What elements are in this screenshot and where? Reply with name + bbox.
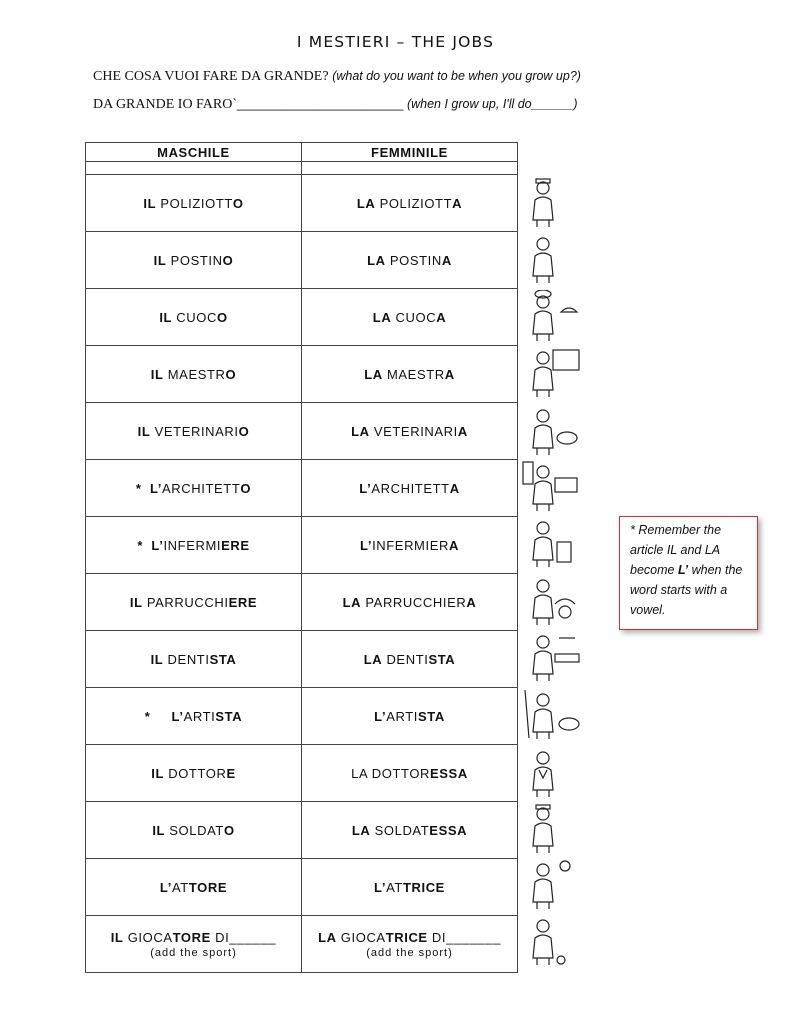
answer-line xyxy=(93,96,578,113)
dentist-icon xyxy=(521,630,583,682)
word-ending: ERE xyxy=(221,537,250,553)
word-stem: GIOCA xyxy=(123,929,173,945)
word-stem: ARCHITETT xyxy=(371,480,450,496)
word-stem: VETERINARI xyxy=(369,423,458,439)
word-ending: A xyxy=(452,195,463,211)
maschile-cell xyxy=(86,232,302,289)
article: LA xyxy=(356,195,376,211)
word-stem: DOTTOR xyxy=(164,765,227,781)
soldier-icon xyxy=(521,802,583,854)
word-ending: A xyxy=(466,594,477,610)
architect-icon xyxy=(521,460,583,512)
chef-icon xyxy=(521,290,583,342)
reminder-note xyxy=(619,516,758,630)
maschile-cell xyxy=(86,460,302,517)
article: IL xyxy=(150,366,164,382)
word-ending: O xyxy=(223,822,235,838)
postman-icon xyxy=(521,232,583,284)
teacher-icon xyxy=(521,346,583,398)
table-row xyxy=(86,346,518,403)
word-stem: SOLDAT xyxy=(370,822,430,838)
maschile-cell xyxy=(86,175,302,232)
actor-icon xyxy=(521,858,583,910)
spacer-row xyxy=(86,162,518,175)
maschile-cell xyxy=(86,403,302,460)
word-stem: AT xyxy=(386,879,403,895)
word-stem: INFERMI xyxy=(163,537,222,553)
word-ending: A xyxy=(457,423,468,439)
article: IL xyxy=(110,929,124,945)
word-ending: ERE xyxy=(228,594,258,610)
word-ending: A xyxy=(448,537,459,553)
question-english: (what do you want to be when you grow up?) xyxy=(332,69,581,83)
article: IL xyxy=(153,252,167,268)
maschile-cell xyxy=(86,859,302,916)
table-row xyxy=(86,745,518,802)
article: LA xyxy=(351,423,370,439)
maschile-cell xyxy=(86,916,302,973)
table-row xyxy=(86,517,518,574)
word-ending: TORE xyxy=(188,879,228,895)
word-ending: O xyxy=(232,195,244,211)
word-stem: POSTIN xyxy=(385,252,442,268)
note-bold: L’ xyxy=(677,563,689,577)
word-stem: MAESTR xyxy=(163,366,226,382)
femminile-cell xyxy=(302,916,518,973)
article: LA xyxy=(364,366,383,382)
article: IL xyxy=(152,822,166,838)
femminile-cell xyxy=(302,631,518,688)
fill-blank: DI______ xyxy=(210,929,277,945)
table-row xyxy=(86,688,518,745)
word-ending: A xyxy=(449,480,460,496)
femminile-cell xyxy=(302,859,518,916)
article: IL xyxy=(137,423,151,439)
answer-blank: _______________________ xyxy=(237,96,404,111)
star-mark: * xyxy=(137,537,152,553)
word-stem: ARTI xyxy=(386,708,418,724)
femminile-cell xyxy=(302,289,518,346)
femminile-cell xyxy=(302,688,518,745)
word-ending: STA xyxy=(209,651,237,667)
article: L’ xyxy=(171,708,184,724)
doctor-icon xyxy=(521,746,583,798)
article: L’ xyxy=(374,708,387,724)
word-stem: ARCHITETT xyxy=(162,480,241,496)
word-stem: AT xyxy=(171,879,189,895)
word-stem: VETERINARI xyxy=(150,423,239,439)
article: L’ xyxy=(149,480,163,496)
artist-icon xyxy=(521,688,583,740)
word-ending: O xyxy=(216,309,228,325)
femminile-cell xyxy=(302,232,518,289)
table-row xyxy=(86,916,518,973)
fill-blank: DI_______ xyxy=(427,929,501,945)
word-stem: GIOCA xyxy=(336,929,386,945)
maschile-cell xyxy=(86,289,302,346)
table-row xyxy=(86,460,518,517)
article: L’ xyxy=(151,537,164,553)
table-row xyxy=(86,175,518,232)
femminile-cell xyxy=(302,460,518,517)
femminile-cell xyxy=(302,403,518,460)
word-stem: ARTI xyxy=(183,708,216,724)
word-ending: TORE xyxy=(172,929,211,945)
femminile-cell xyxy=(302,175,518,232)
word-stem: MAESTR xyxy=(382,366,445,382)
word-ending: TRICE xyxy=(402,879,445,895)
word-stem: POLIZIOTT xyxy=(156,195,233,211)
word-stem: PARRUCCHI xyxy=(142,594,229,610)
table-row xyxy=(86,403,518,460)
word-ending: E xyxy=(226,765,236,781)
article: IL xyxy=(159,309,173,325)
note-text-1: Remember the article IL and LA become xyxy=(630,523,722,577)
jobs-table xyxy=(85,142,518,973)
word-stem: POLIZIOTT xyxy=(375,195,453,211)
femminile-cell xyxy=(302,346,518,403)
article: L’ xyxy=(159,879,172,895)
word-ending: A xyxy=(444,366,455,382)
note-star: * xyxy=(630,523,635,537)
word-stem: CUOC xyxy=(172,309,217,325)
word-ending: ESSA xyxy=(430,765,468,781)
femminile-cell xyxy=(302,574,518,631)
article: LA xyxy=(367,252,386,268)
answer-english: (when I grow up, I'll do______) xyxy=(406,97,578,111)
question-italian: CHE COSA VUOI FARE DA GRANDE? xyxy=(93,69,329,84)
article: LA xyxy=(318,929,337,945)
word-stem: PARRUCCHIER xyxy=(361,594,467,610)
femminile-cell xyxy=(302,517,518,574)
word-ending: STA xyxy=(428,651,456,667)
article: IL xyxy=(129,594,143,610)
article: LA xyxy=(372,309,392,325)
note-text-2: when the word starts with a vowel. xyxy=(630,563,743,617)
word-ending: STA xyxy=(417,708,445,724)
table-row xyxy=(86,232,518,289)
article: LA xyxy=(351,822,371,838)
header-femminile: FEMMINILE xyxy=(302,143,518,162)
word-stem: INFERMIER xyxy=(372,537,449,553)
word-ending: TRICE xyxy=(385,929,428,945)
article: LA xyxy=(342,594,362,610)
article: IL xyxy=(143,195,157,211)
word-ending: ESSA xyxy=(429,822,468,838)
nurse-icon xyxy=(521,516,583,568)
answer-italian: DA GRANDE IO FARO` xyxy=(93,97,238,112)
football-player-icon xyxy=(521,914,583,966)
table-row xyxy=(86,574,518,631)
maschile-cell xyxy=(86,517,302,574)
policeman-icon xyxy=(521,176,583,228)
word-ending: A xyxy=(436,309,447,325)
word-stem: LA DOTTOR xyxy=(351,765,431,781)
instruction: (add the sport) xyxy=(366,946,453,959)
word-ending: O xyxy=(222,252,234,268)
article: L’ xyxy=(360,537,373,553)
hairdresser-icon xyxy=(521,574,583,626)
maschile-cell xyxy=(86,688,302,745)
star-mark: * xyxy=(144,708,172,724)
table-row xyxy=(86,802,518,859)
star-mark: * xyxy=(135,480,150,496)
table-row xyxy=(86,859,518,916)
maschile-cell xyxy=(86,574,302,631)
table-row xyxy=(86,289,518,346)
word-stem: SOLDAT xyxy=(165,822,224,838)
page-title: I MESTIERI – THE JOBS xyxy=(296,33,495,51)
word-stem: DENTI xyxy=(163,651,210,667)
question-line xyxy=(93,68,581,85)
maschile-cell xyxy=(86,745,302,802)
word-stem: POSTIN xyxy=(166,252,223,268)
word-ending: O xyxy=(238,423,250,439)
article: L’ xyxy=(359,480,372,496)
table-row xyxy=(86,631,518,688)
word-ending: A xyxy=(441,252,452,268)
maschile-cell xyxy=(86,631,302,688)
maschile-cell xyxy=(86,802,302,859)
femminile-cell xyxy=(302,802,518,859)
header-maschile: MASCHILE xyxy=(86,143,302,162)
article: IL xyxy=(150,651,164,667)
word-ending: O xyxy=(240,480,252,496)
femminile-cell xyxy=(302,745,518,802)
article: LA xyxy=(363,651,383,667)
word-stem: DENTI xyxy=(382,651,429,667)
article: L’ xyxy=(374,879,387,895)
word-ending: O xyxy=(225,366,237,382)
word-ending: STA xyxy=(215,708,243,724)
word-stem: CUOC xyxy=(391,309,437,325)
article: IL xyxy=(151,765,164,781)
maschile-cell xyxy=(86,346,302,403)
instruction: (add the sport) xyxy=(150,946,237,959)
veterinarian-icon xyxy=(521,404,583,456)
